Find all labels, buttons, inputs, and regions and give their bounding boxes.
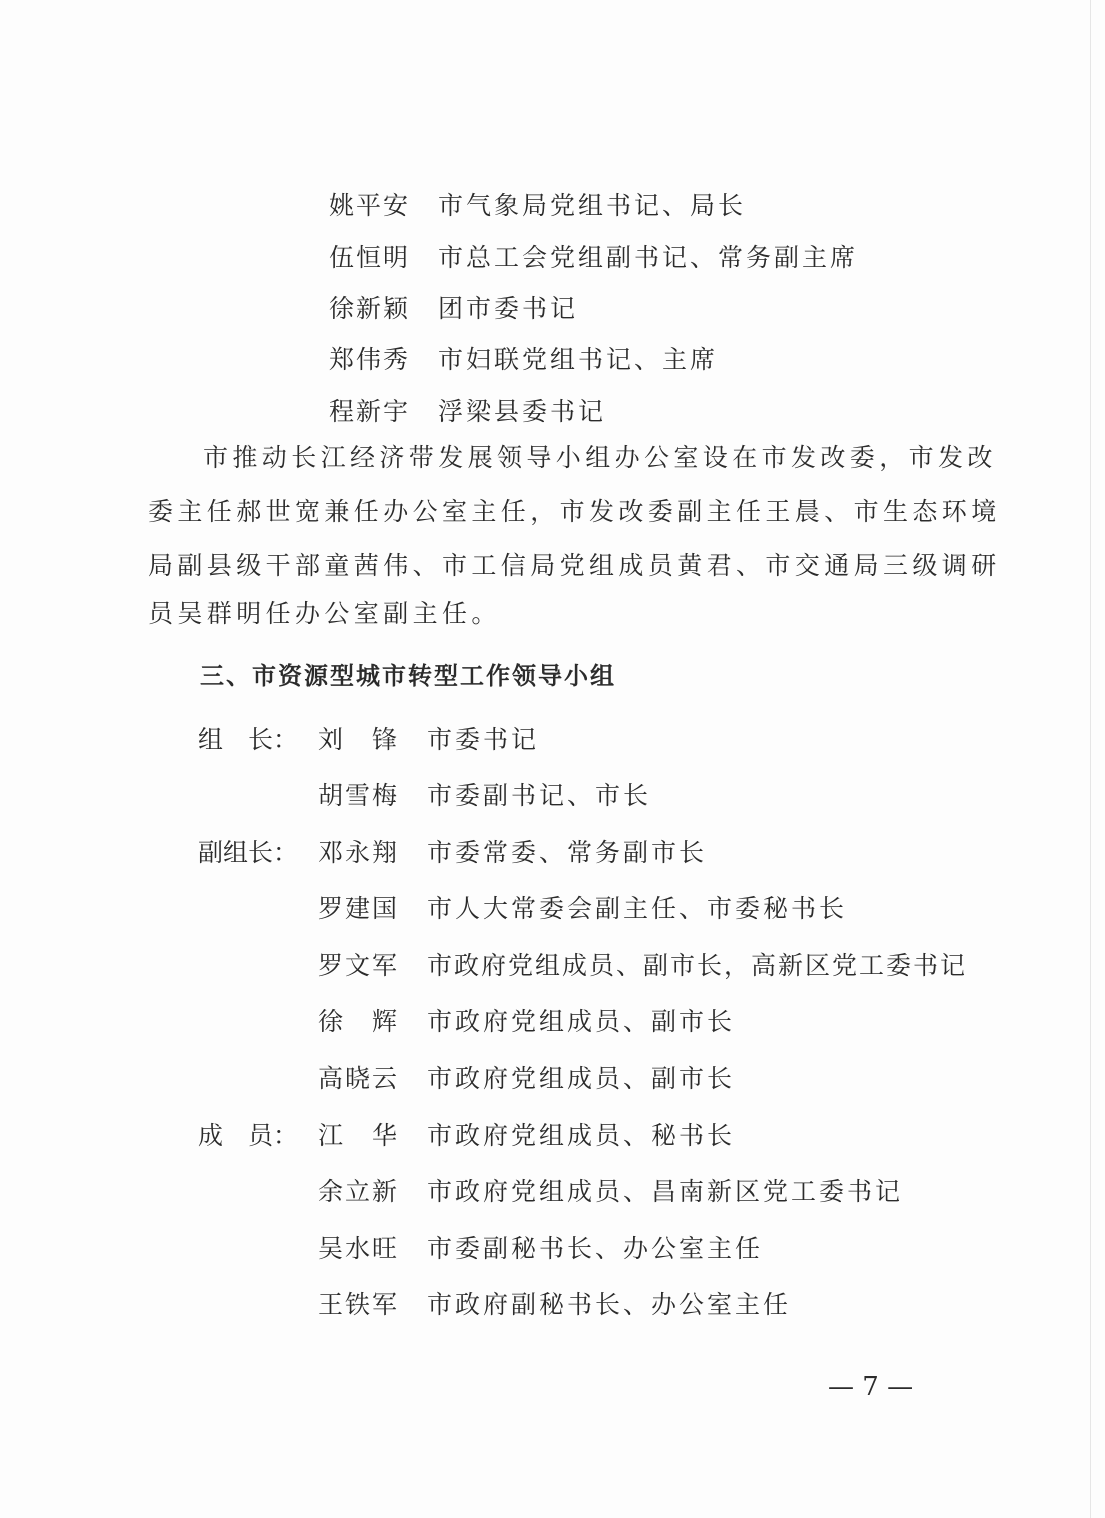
scan-edge-line xyxy=(1090,0,1091,1518)
member-title: 市政府党组成员、秘书长 xyxy=(427,1121,736,1150)
leader-role-label: 组 长： xyxy=(198,725,299,754)
deputy-name: 邓永翔 xyxy=(318,838,400,867)
member-name: 伍恒明 xyxy=(329,243,411,272)
leader-name: 胡雪梅 xyxy=(318,781,400,810)
member-title: 市气象局党组书记、局长 xyxy=(438,191,747,220)
deputy-name: 罗文军 xyxy=(318,951,400,980)
deputy-title: 市人大常委会副主任、市委秘书长 xyxy=(427,894,848,923)
office-paragraph-line: 员吴群明任办公室副主任。 xyxy=(148,599,501,628)
deputy-name: 高晓云 xyxy=(318,1064,400,1093)
leader-title: 市委副书记、市长 xyxy=(427,781,652,810)
member-title: 市政府党组成员、昌南新区党工委书记 xyxy=(427,1177,904,1206)
deputy-title: 市政府党组成员、副市长 xyxy=(427,1007,736,1036)
deputy-name: 徐 辉 xyxy=(318,1007,400,1036)
deputy-title: 市政府党组成员、副市长 xyxy=(427,1064,736,1093)
member-name: 程新宇 xyxy=(329,397,411,426)
member-role-label: 成 员： xyxy=(198,1121,299,1150)
office-paragraph-line: 委主任郝世宽兼任办公室主任，市发改委副主任王晨、市生态环境 xyxy=(148,497,1001,526)
member-title: 市政府副秘书长、办公室主任 xyxy=(427,1290,792,1319)
member-title: 市总工会党组副书记、常务副主席 xyxy=(438,243,859,272)
member-title: 市妇联党组书记、主席 xyxy=(438,345,719,374)
member-name: 姚平安 xyxy=(329,191,411,220)
leader-title: 市委书记 xyxy=(427,725,540,754)
deputy-title: 市委常委、常务副市长 xyxy=(427,838,708,867)
member-title: 团市委书记 xyxy=(438,294,579,323)
member-name: 王铁军 xyxy=(318,1290,400,1319)
office-paragraph-line: 市推动长江经济带发展领导小组办公室设在市发改委，市发改 xyxy=(203,443,997,472)
section-heading: 三、市资源型城市转型工作领导小组 xyxy=(200,662,616,690)
member-title: 浮梁县委书记 xyxy=(438,397,607,426)
office-paragraph-line: 局副县级干部童茜伟、市工信局党组成员黄君、市交通局三级调研 xyxy=(148,551,1001,580)
member-name: 徐新颖 xyxy=(329,294,411,323)
page-number: — 7 — xyxy=(828,1372,914,1402)
deputy-title: 市政府党组成员、副市长，高新区党工委书记 xyxy=(427,951,968,980)
member-name: 余立新 xyxy=(318,1177,400,1206)
member-title: 市委副秘书长、办公室主任 xyxy=(427,1234,764,1263)
leader-name: 刘 锋 xyxy=(318,725,400,754)
member-name: 江 华 xyxy=(318,1121,400,1150)
deputy-name: 罗建国 xyxy=(318,894,400,923)
member-name: 郑伟秀 xyxy=(329,345,411,374)
member-name: 吴水旺 xyxy=(318,1234,400,1263)
deputy-role-label: 副组长： xyxy=(198,838,299,867)
